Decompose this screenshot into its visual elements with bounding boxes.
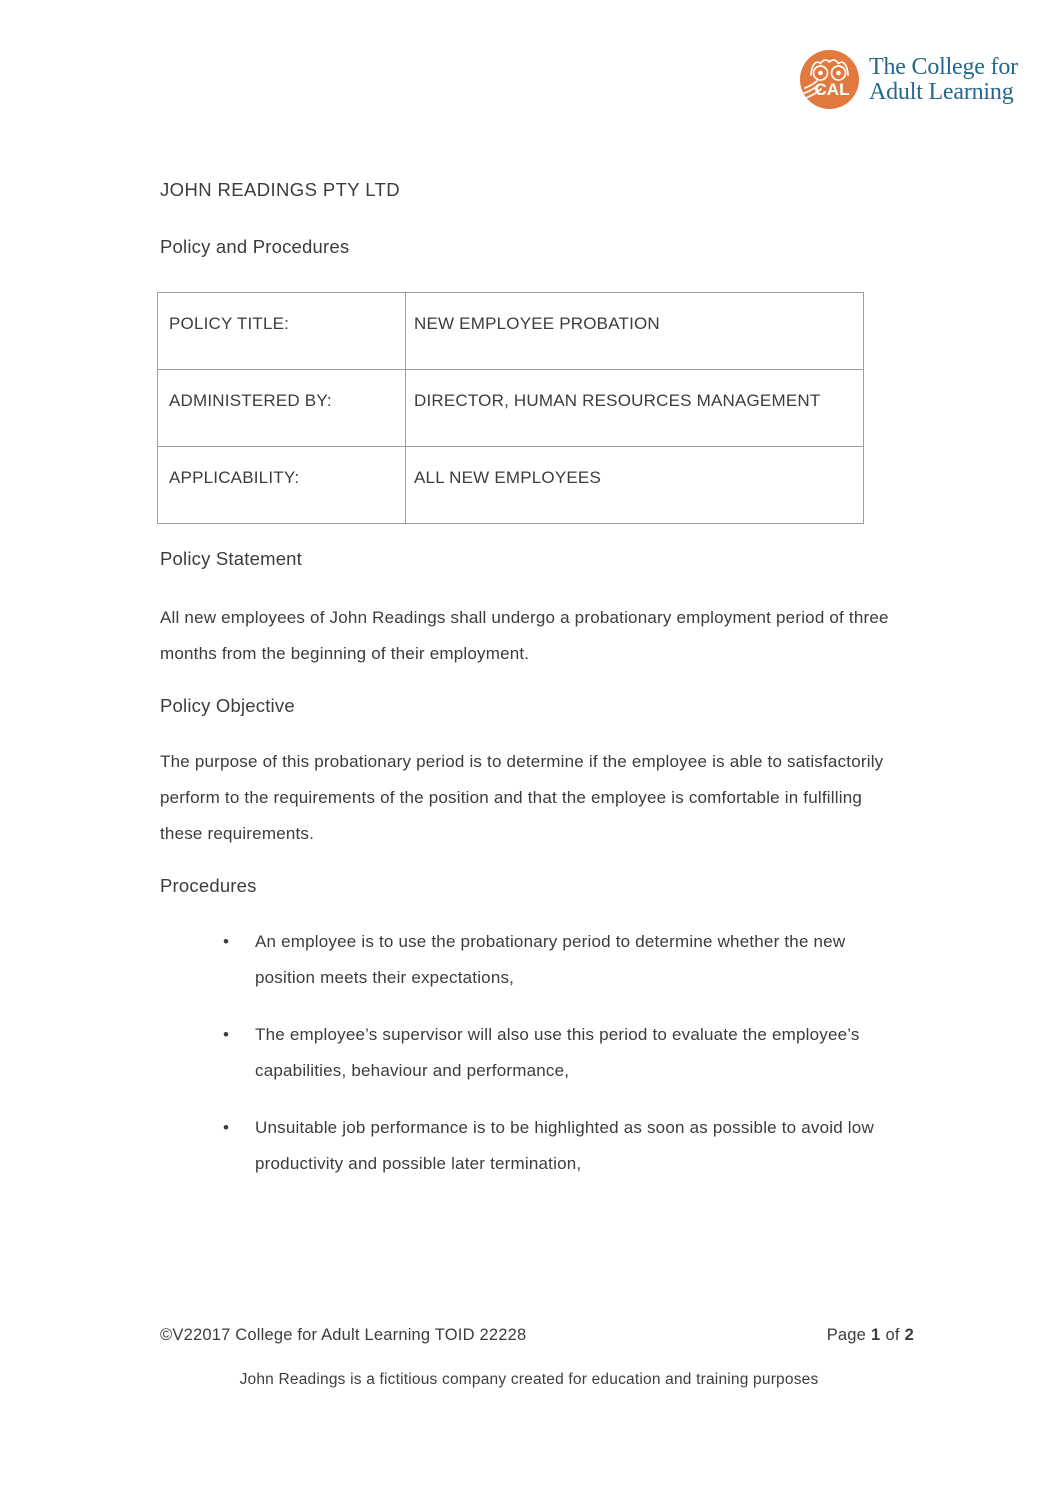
administered-by-label: ADMINISTERED BY:	[158, 370, 406, 447]
policy-objective-heading: Policy Objective	[160, 695, 295, 716]
applicability-label: APPLICABILITY:	[158, 447, 406, 524]
fictitious-company-note: John Readings is a fictitious company created for education and training purposes	[239, 1371, 819, 1388]
policy-statement-heading: Policy Statement	[160, 548, 303, 569]
policy-info-table	[157, 292, 864, 524]
cal-badge-text: CAL	[814, 80, 850, 99]
cal-logo	[799, 49, 1018, 110]
logo-wordmark	[869, 55, 1018, 104]
bullet-text: An employee is to use the probationary period to determine whether the new position meets their expectations,	[255, 932, 846, 987]
list-item	[223, 1017, 895, 1089]
table-row	[158, 370, 864, 447]
page-word: Page	[826, 1326, 867, 1344]
logo-name-line2: Adult Learning	[869, 78, 1014, 105]
document-title: Policy and Procedures	[160, 236, 350, 257]
bullet-text: Unsuitable job performance is to be highlighted as soon as possible to avoid low productivity and possible later termination,	[255, 1118, 874, 1173]
table-row	[158, 293, 864, 370]
policy-statement-body: All new employees of John Readings shall undergo a probationary employment period of three months from the beginning of their employment.	[160, 608, 889, 663]
bullet-icon: •	[223, 932, 230, 951]
page-of-word: of	[885, 1326, 900, 1344]
footer	[160, 1326, 914, 1345]
policy-title-value: NEW EMPLOYEE PROBATION	[406, 293, 864, 370]
list-item	[223, 1110, 895, 1182]
table-row	[158, 447, 864, 524]
applicability-value: ALL NEW EMPLOYEES	[406, 447, 864, 524]
policy-title-label: POLICY TITLE:	[158, 293, 406, 370]
logo-name-line1: The College for	[869, 54, 1018, 80]
bullet-icon: •	[223, 1025, 230, 1044]
administered-by-value: DIRECTOR, HUMAN RESOURCES MANAGEMENT	[406, 370, 864, 447]
bullet-text: The employee’s supervisor will also use this period to evaluate the employee’s capabilities, behaviour and performance,	[255, 1025, 860, 1080]
company-name: JOHN READINGS PTY LTD	[160, 179, 401, 200]
list-item	[223, 924, 895, 996]
procedures-heading: Procedures	[160, 875, 257, 896]
bullet-icon: •	[223, 1118, 230, 1137]
footer-copyright: ©V22017 College for Adult Learning TOID 22228	[160, 1326, 527, 1344]
page-current: 1	[871, 1326, 881, 1344]
policy-objective-body: The purpose of this probationary period is to determine if the employee is able to satisfactorily perform to the requirements of the position and that the employee is comfortable in fulfilling these requirements.	[160, 752, 884, 843]
page-total: 2	[904, 1326, 914, 1344]
owl-badge-icon	[799, 49, 860, 110]
page-number	[827, 1326, 914, 1345]
procedures-bullet-list	[160, 924, 895, 1203]
